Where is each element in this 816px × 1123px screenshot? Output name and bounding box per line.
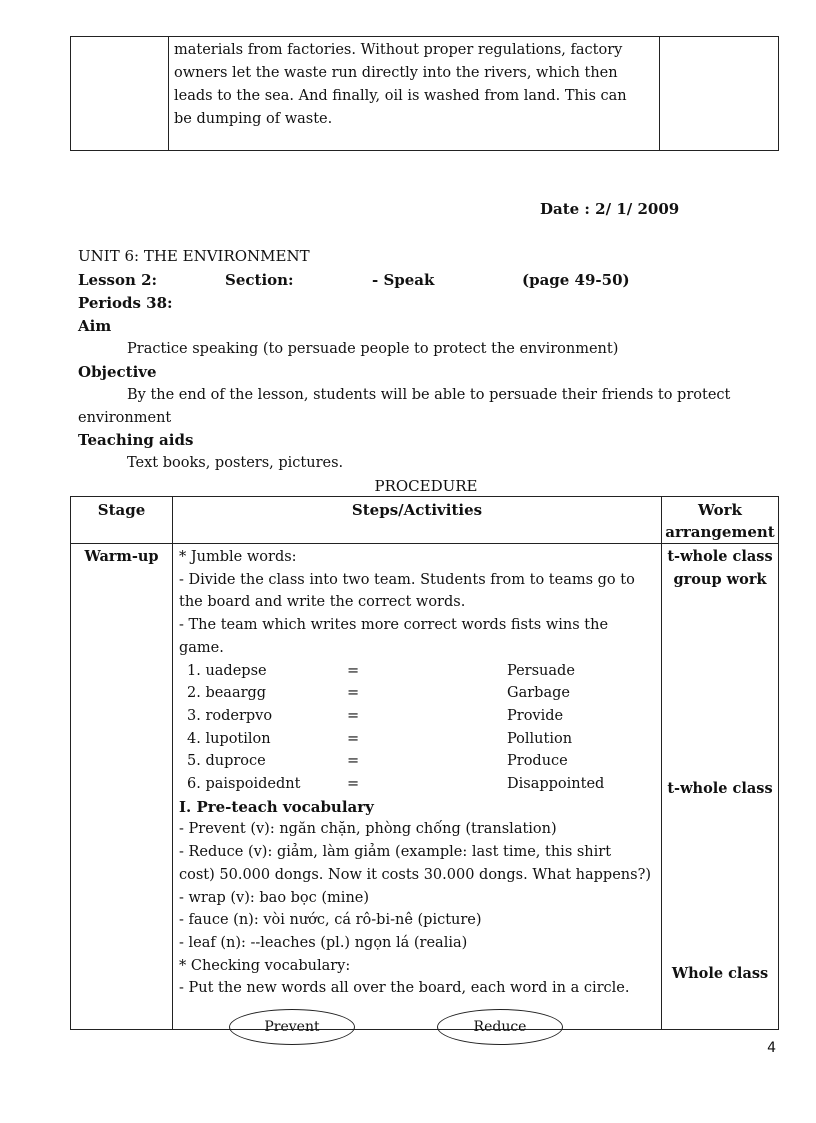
objective-text-cont: environment — [78, 410, 172, 426]
vocab-line: cost) 50.000 dongs. Now it costs 30.000 dongs. What happens?) — [179, 866, 652, 883]
steps-cell-continued — [169, 37, 660, 151]
continued-procedure-table — [70, 36, 779, 151]
jumble-equals: = — [347, 730, 360, 747]
work-line: t-whole class — [667, 780, 773, 797]
lesson-date: Date : 2/ 1/ 2009 — [540, 200, 680, 218]
step-line: - Divide the class into two team. Students from to teams go to — [179, 571, 635, 588]
jumble-answer: Disappointed — [507, 776, 605, 793]
vocab-line: - Reduce (v): giảm, làm giảm (example: last time, this shirt — [179, 844, 612, 861]
procedure-table — [70, 496, 779, 1035]
lesson-label: Lesson 2: — [78, 271, 158, 289]
vocab-line: - fauce (n): vòi nước, cá rô-bi-nê (picture) — [179, 912, 482, 929]
vocab-line: - Put the new words all over the board, each word in a circle. — [179, 980, 630, 997]
text-line: leads to the sea. And finally, oil is washed from land. This can — [174, 88, 627, 104]
jumble-equals: = — [347, 685, 360, 702]
vocab-line: * Checking vocabulary: — [179, 957, 351, 974]
jumble-scrambled: 2. beaargg — [187, 685, 267, 702]
work-cell — [662, 544, 779, 1030]
objective-heading: Objective — [78, 363, 157, 381]
work-line: group work — [673, 571, 767, 588]
jumble-answer: Produce — [507, 753, 568, 770]
aim-heading: Aim — [78, 317, 112, 335]
step-line: - The team which writes more correct words fists wins the — [179, 617, 609, 634]
jumble-equals: = — [347, 707, 360, 724]
work-line: Whole class — [671, 965, 769, 982]
objective-text: By the end of the lesson, students will be able to persuade their friends to protect — [127, 387, 731, 403]
periods: Periods 38: — [78, 294, 173, 312]
work-line: t-whole class — [667, 548, 773, 565]
work-cell-empty — [660, 37, 779, 151]
header-work: Work arrangement — [662, 497, 779, 544]
jumble-scrambled: 3. roderpvo — [187, 707, 273, 724]
section-value: - Speak — [372, 271, 435, 289]
lesson-line — [78, 271, 157, 289]
header-stage: Stage — [71, 497, 173, 544]
jumble-equals: = — [347, 753, 360, 770]
jumble-list — [179, 660, 655, 796]
table-header-row — [71, 497, 779, 544]
jumble-scrambled: 6. paispoidednt — [187, 776, 301, 793]
jumble-scrambled: 4. lupotilon — [187, 730, 271, 747]
stage-cell-empty — [71, 37, 169, 151]
text-line: owners let the waste run directly into the rivers, which then — [174, 65, 618, 81]
oval-prevent: Prevent — [229, 1009, 355, 1045]
page-number: 4 — [767, 1040, 776, 1056]
jumble-scrambled: 1. uadepse — [187, 662, 267, 679]
jumble-answer: Garbage — [507, 685, 570, 702]
vocab-line: - leaf (n): --leaches (pl.) ngọn lá (realia) — [179, 934, 468, 951]
step-line: the board and write the correct words. — [179, 594, 466, 611]
header-steps: Steps/Activities — [173, 497, 662, 544]
teaching-aids-text: Text books, posters, pictures. — [127, 455, 344, 471]
unit-title: UNIT 6: THE ENVIRONMENT — [78, 247, 310, 265]
steps-cell — [173, 544, 662, 1035]
page-range: (page 49-50) — [522, 271, 630, 289]
teaching-aids-heading: Teaching aids — [78, 431, 194, 449]
jumble-scrambled: 5. duproce — [187, 753, 266, 770]
jumble-equals: = — [347, 776, 360, 793]
vocab-line: - Prevent (v): ngăn chặn, phòng chống (translation) — [179, 821, 557, 838]
section-label: Section: — [225, 271, 294, 289]
oval-reduce: Reduce — [437, 1009, 563, 1045]
table-row — [71, 544, 779, 1030]
jumble-equals: = — [347, 662, 360, 679]
jumble-answer: Persuade — [507, 662, 575, 679]
aim-text: Practice speaking (to persuade people to protect the environment) — [127, 341, 619, 357]
step-line: game. — [179, 639, 224, 656]
preteach-title: I. Pre-teach vocabulary — [179, 797, 374, 816]
step-line: * Jumble words: — [179, 549, 297, 565]
jumble-answer: Pollution — [507, 730, 573, 747]
text-line: be dumping of waste. — [174, 111, 333, 127]
text-line: materials from factories. Without proper regulations, factory — [174, 42, 623, 58]
procedure-title: PROCEDURE — [374, 477, 478, 495]
stage-warm-up: Warm-up — [71, 544, 173, 1030]
jumble-answer: Provide — [507, 707, 564, 724]
vocab-line: - wrap (v): bao bọc (mine) — [179, 889, 370, 906]
